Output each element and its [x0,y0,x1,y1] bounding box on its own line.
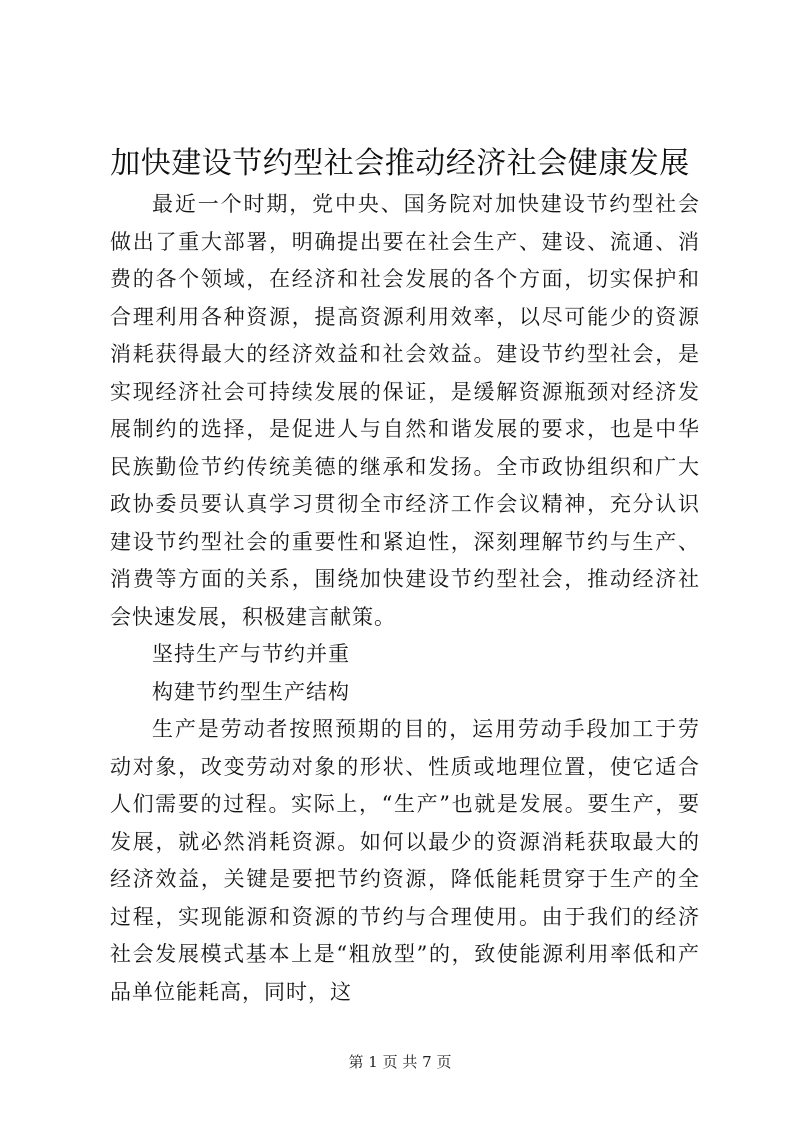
page-footer: 第 1 页 共 7 页 [348,1053,452,1071]
section-heading-1: 坚持生产与节约并重 [152,642,350,666]
document-title: 加快建设节约型社会推动经济社会健康发展 [110,146,690,181]
paragraph-intro: 最近一个时期，党中央、国务院对加快建设节约型社会做出了重大部署，明确提出要在社会生产、建设、流通、消费的各个领域，在经济和社会发展的各个方面，切实保护和合理利用各种资源，提高资源利用效率，以尽可能少的资源消耗获得最大的经济效益和社会效益。建设节约型社会，是实现经济社会可持续发展的保证，是缓解资源瓶颈对经济发展制约的选择，是促进人与自然和谐发展的要求，也是中华民族勤俭节约传统美德的继承和发扬。全市政协组织和广大政协委员要认真学习贯彻全市经济工作会议精神，充分认识建设节约型社会的重要性和紧迫性，深刻理解节约与生产、消费等方面的关系，围绕加快建设节约型社会，推动经济社会快速发展，积极建言献策。 [110,192,700,629]
document-body [110,186,700,1011]
paragraph-production: 生产是劳动者按照预期的目的，运用劳动手段加工于劳动对象，改变劳动对象的形状、性质或地理位置，使它适合人们需要的过程。实际上，“生产”也就是发展。要生产，要发展，就必然消耗资源。如何以最少的资源消耗获取最大的经济效益，关键是要把节约资源，降低能耗贯穿于生产的全过程，实现能源和资源的节约与合理使用。由于我们的经济社会发展模式基本上是“粗放型”的，致使能源利用率低和产品单位能耗高，同时，这 [110,717,700,1004]
section-heading-2: 构建节约型生产结构 [152,679,350,704]
